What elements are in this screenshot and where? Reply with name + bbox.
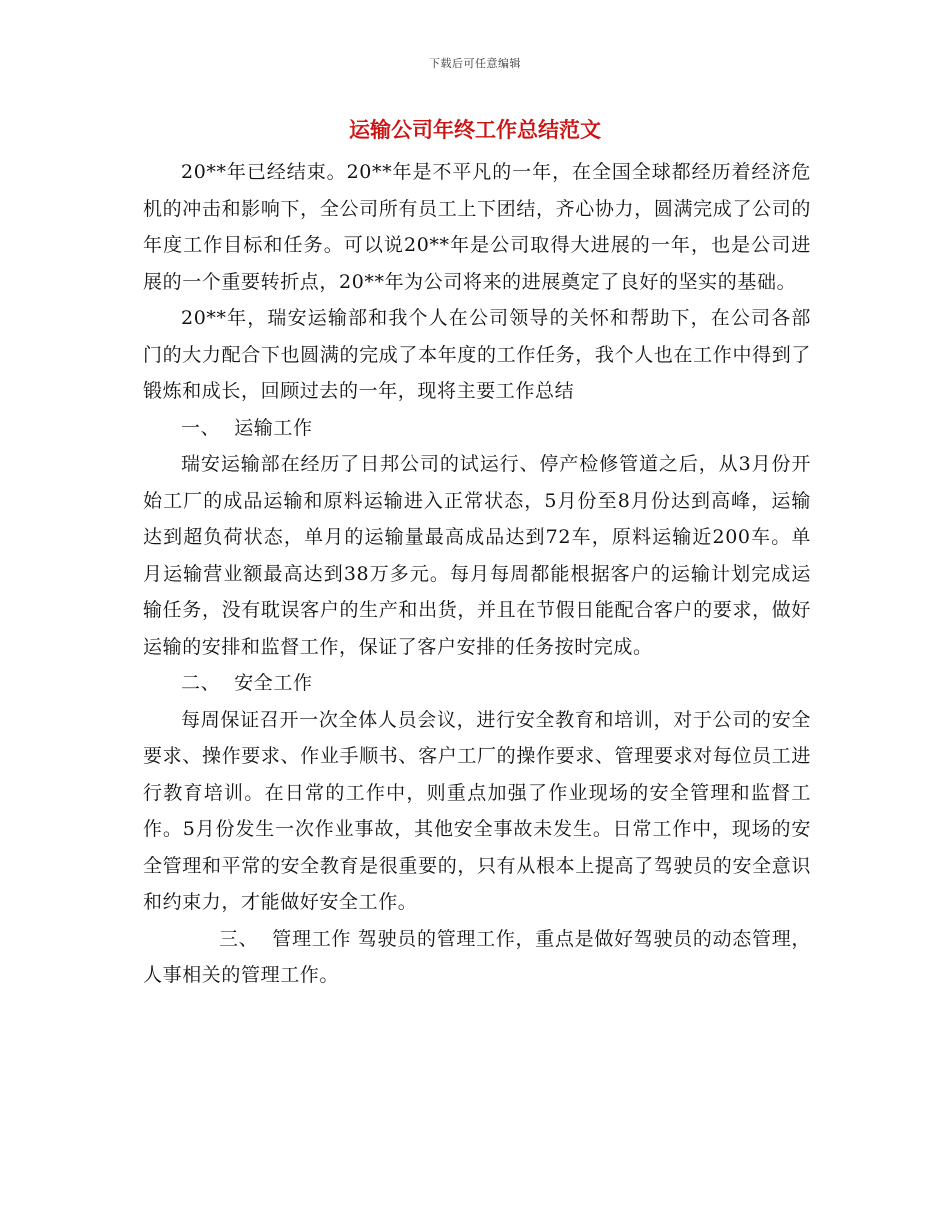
section-heading-text: 运输工作 bbox=[234, 416, 313, 439]
section-number: 三、 bbox=[219, 927, 259, 950]
section-number: 二、 bbox=[181, 672, 221, 694]
section-heading-text: 安全工作 bbox=[234, 672, 313, 694]
section-body-management: 驾驶员的管理工作，重点是做好驾驶员的动态管理，人事相关的管理工作。 bbox=[143, 927, 811, 986]
section-body-transport: 瑞安运输部在经历了日邦公司的试运行、停产检修管道之后，从3月份开始工厂的成品运输和原料运输进入正常状态，5月份至8月份达到高峰，运输达到超负荷状态，单月的运输量最高成品达到72车，原料运输近200车。单月运输营业额最高达到38万多元。每月每周都能根据客户的运输计划完成运输任务，没有耽误客户的生产和出货，并且在节假日能配合客户的要求，做好运输的安排和监督工作，保证了客户安排的任务按时完成。 bbox=[143, 453, 811, 658]
section-heading-safety bbox=[143, 665, 811, 702]
document-body bbox=[143, 154, 811, 994]
section-number: 一、 bbox=[181, 416, 221, 439]
section-management bbox=[143, 921, 811, 994]
section-heading-transport bbox=[143, 410, 811, 447]
header-note: 下载后可任意编辑 bbox=[429, 57, 521, 70]
section-body-safety: 每周保证召开一次全体人员会议，进行安全教育和培训，对于公司的安全要求、操作要求、作业手顺书、客户工厂的操作要求、管理要求对每位员工进行教育培训。在日常的工作中，则重点加强了作业现场的安全管理和监督工作。5月份发生一次作业事故，其他安全事故未发生。日常工作中，现场的安全管理和平常的安全教育是很重要的，只有从根本上提高了驾驶员的安全意识和约束力，才能做好安全工作。 bbox=[143, 708, 811, 913]
section-heading-text: 管理工作 bbox=[272, 927, 352, 950]
intro-paragraph: 20**年已经结束。20**年是不平凡的一年，在全国全球都经历着经济危机的冲击和影响下，全公司所有员工上下团结，齐心协力，圆满完成了公司的年度工作目标和任务。可以说20**年是公司取得大进展的一年，也是公司进展的一个重要转折点，20**年为公司将来的进展奠定了良好的坚实的基础。 bbox=[143, 161, 811, 293]
document-title: 运输公司年终工作总结范文 bbox=[349, 118, 601, 142]
summary-paragraph: 20**年，瑞安运输部和我个人在公司领导的关怀和帮助下，在公司各部门的大力配合下也圆满的完成了本年度的工作任务，我个人也在工作中得到了锻炼和成长，回顾过去的一年，现将主要工作总结 bbox=[143, 307, 811, 402]
